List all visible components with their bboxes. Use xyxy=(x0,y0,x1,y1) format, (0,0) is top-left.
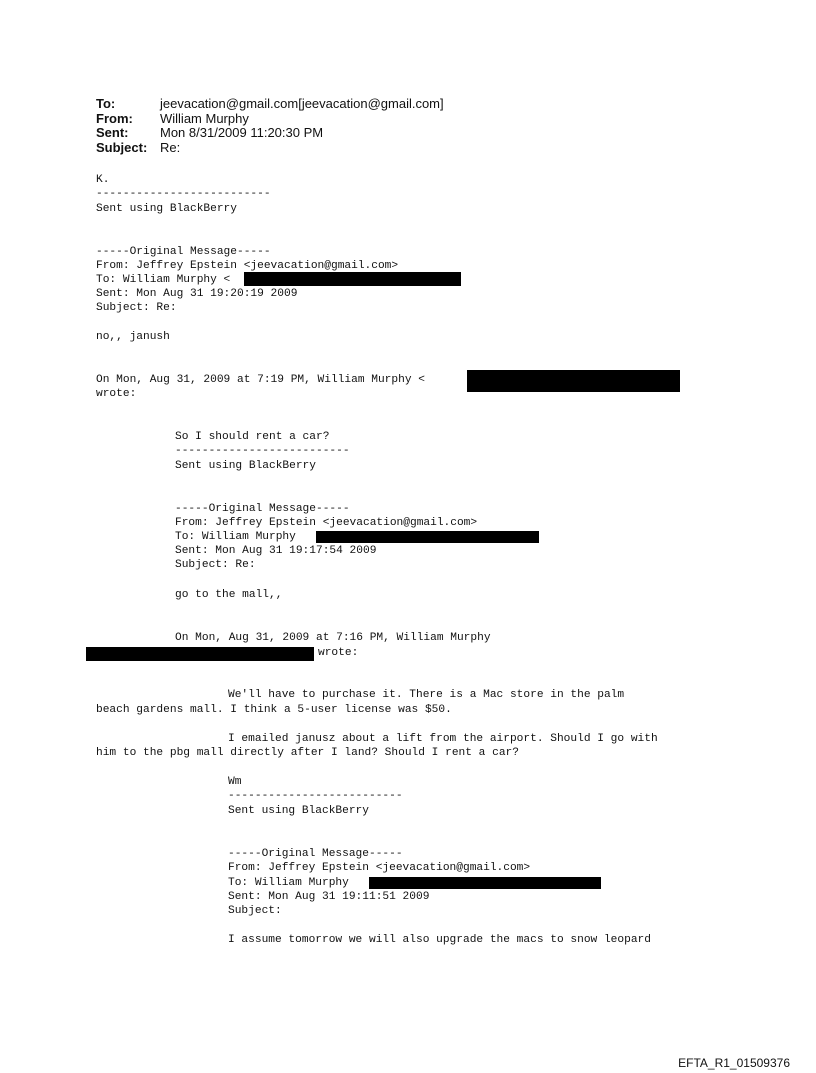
to-label: To: xyxy=(96,96,116,111)
email-header xyxy=(96,97,444,155)
to-value: jeevacation@gmail.com[jeevacation@gmail.com] xyxy=(160,96,444,111)
original-message-banner: -----Original Message----- xyxy=(96,246,271,258)
para1-line2: beach gardens mall. I think a 5-user license was $50. xyxy=(96,704,452,716)
quote1-line1: On Mon, Aug 31, 2009 at 7:19 PM, William Murphy < xyxy=(96,374,425,386)
sent-label: Sent: xyxy=(96,125,129,140)
redaction-bar xyxy=(369,877,601,889)
reply-text: K. xyxy=(96,174,110,186)
signoff: Wm xyxy=(228,776,242,788)
quote2-line2: wrote: xyxy=(318,647,359,659)
para1-line1: We'll have to purchase it. There is a Mac store in the palm xyxy=(228,689,625,701)
orig1-body: no,, janush xyxy=(96,331,170,343)
orig1-to: To: William Murphy < xyxy=(96,274,231,286)
header-sent-row xyxy=(96,126,444,141)
orig1-sent: Sent: Mon Aug 31 19:20:19 2009 xyxy=(96,288,298,300)
quoted-signature-text: Sent using BlackBerry xyxy=(175,460,316,472)
original-message-banner: -----Original Message----- xyxy=(175,503,350,515)
orig3-body: I assume tomorrow we will also upgrade the macs to snow leopard xyxy=(228,934,651,946)
quote1-line2: wrote: xyxy=(96,388,137,400)
orig3-sent: Sent: Mon Aug 31 19:11:51 2009 xyxy=(228,891,430,903)
sent-value: Mon 8/31/2009 11:20:30 PM xyxy=(160,125,324,140)
document-id: EFTA_R1_01509376 xyxy=(678,1056,790,1070)
orig2-to: To: William Murphy xyxy=(175,531,296,543)
subject-label: Subject: xyxy=(96,139,148,155)
orig2-subject: Subject: Re: xyxy=(175,559,256,571)
orig3-from: From: Jeffrey Epstein <jeevacation@gmail.com> xyxy=(228,862,531,874)
orig2-from: From: Jeffrey Epstein <jeevacation@gmail.com> xyxy=(175,517,478,529)
signature-text: Sent using BlackBerry xyxy=(96,203,237,215)
header-subject-row xyxy=(96,141,444,156)
quoted-signature-rule: -------------------------- xyxy=(175,445,350,457)
from-label: From: xyxy=(96,110,133,126)
redaction-bar xyxy=(86,647,314,661)
orig3-subject: Subject: xyxy=(228,905,282,917)
signature-rule: -------------------------- xyxy=(96,188,271,200)
orig2-body: go to the mall,, xyxy=(175,589,283,601)
para2-line2: him to the pbg mall directly after I land? Should I rent a car? xyxy=(96,747,519,759)
orig3-to: To: William Murphy xyxy=(228,877,349,889)
quoted-signature-text: Sent using BlackBerry xyxy=(228,805,369,817)
orig1-from: From: Jeffrey Epstein <jeevacation@gmail.com> xyxy=(96,260,399,272)
quote2-line1: On Mon, Aug 31, 2009 at 7:16 PM, William Murphy xyxy=(175,632,491,644)
quoted-signature-rule: -------------------------- xyxy=(228,790,403,802)
orig2-sent: Sent: Mon Aug 31 19:17:54 2009 xyxy=(175,545,377,557)
header-from-row xyxy=(96,112,444,127)
orig1-subject: Subject: Re: xyxy=(96,302,177,314)
header-to-row xyxy=(96,97,444,112)
quoted-text: So I should rent a car? xyxy=(175,431,330,443)
redaction-bar xyxy=(244,272,461,286)
subject-value: Re: xyxy=(160,139,181,155)
original-message-banner: -----Original Message----- xyxy=(228,848,403,860)
from-value: William Murphy xyxy=(160,110,249,126)
redaction-bar xyxy=(316,531,539,543)
para2-line1: I emailed janusz about a lift from the airport. Should I go with xyxy=(228,733,658,745)
redaction-bar xyxy=(467,370,680,392)
